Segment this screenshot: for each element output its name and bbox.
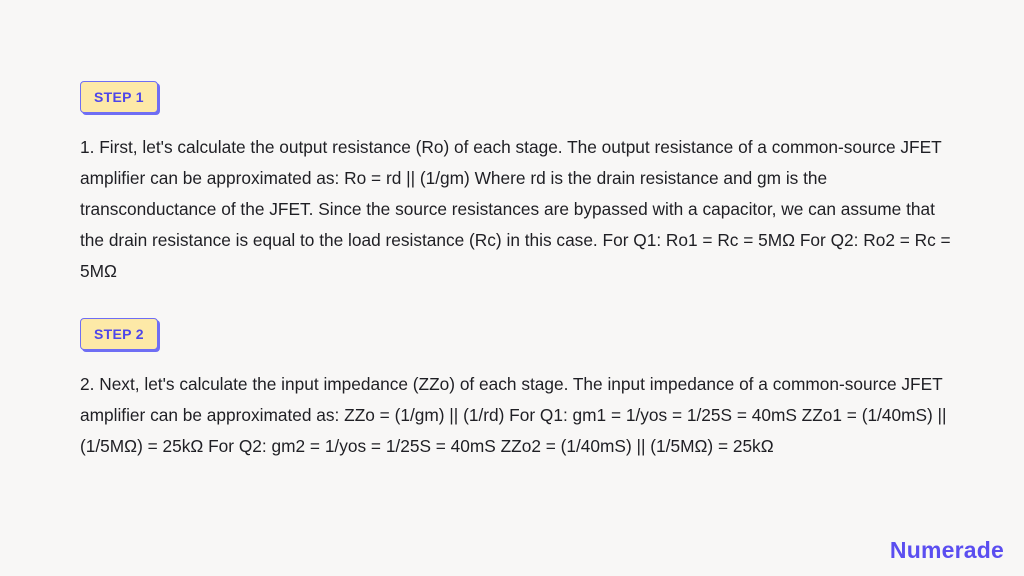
- step-1-text: 1. First, let's calculate the output resistance (Ro) of each stage. The output resistance of a common-source JFET amplifier can be approximated as: Ro = rd || (1/gm) Where rd is the drain resistance and gm is the transconductance of the JFET. Since the source resistances are bypassed with a capacitor, we can assume that the drain resistance is equal to the load resistance (Rc) in this case. For Q1: Ro1 = Rc = 5MΩ For Q2: Ro2 = Rc = 5MΩ: [80, 137, 951, 281]
- step-1-badge: STEP 1: [80, 81, 158, 113]
- step-2-badge: STEP 2: [80, 318, 158, 350]
- step-2-text: 2. Next, let's calculate the input impedance (ZZo) of each stage. The input impedance of a common-source JFET amplifier can be approximated as: ZZo = (1/gm) || (1/rd) For Q1: gm1 = 1/yos = 1/25S = 40mS ZZo1 = (1/40mS) || (1/5MΩ) = 25kΩ For Q2: gm2 = 1/yos = 1/25S = 40mS ZZo2 = (1/40mS) || (1/5MΩ) = 25kΩ: [80, 374, 947, 456]
- numerade-logo: Numerade: [889, 537, 1004, 563]
